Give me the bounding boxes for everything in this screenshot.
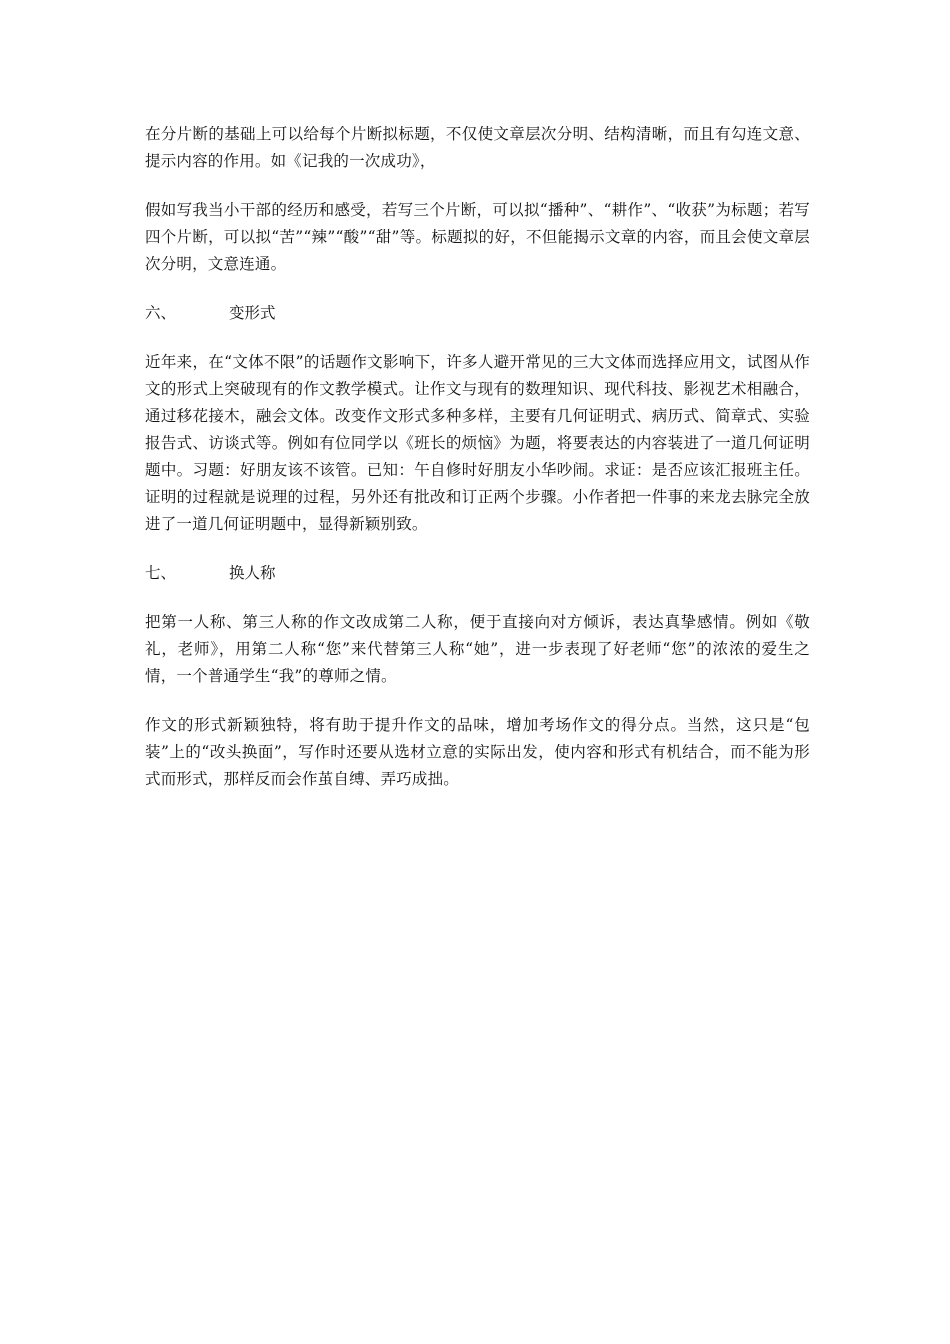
document-body xyxy=(145,121,810,815)
section-title: 换人称 xyxy=(229,564,276,582)
section-title: 变形式 xyxy=(229,304,276,322)
paragraph-subtitles-example: 假如写我当小干部的经历和感受，若写三个片断，可以拟“播种”、“耕作”、“收获”为标题；若写四个片断，可以拟“苦”“辣”“酸”“甜”等。标题拟的好，不但能揭示文章的内容，而且会使文章层次分明，文意连通。 xyxy=(145,201,810,273)
section-heading-7 xyxy=(145,560,810,587)
section-number: 六、 xyxy=(145,304,177,322)
paragraph-conclusion: 作文的形式新颖独特，将有助于提升作文的品味，增加考场作文的得分点。当然，这只是“包装”上的“改头换面”，写作时还要从选材立意的实际出发，使内容和形式有机结合，而不能为形式而形式，那样反而会作茧自缚、弄巧成拙。 xyxy=(145,716,810,788)
paragraph-change-form: 近年来，在“文体不限”的话题作文影响下，许多人避开常见的三大文体而选择应用文，试图从作文的形式上突破现有的作文教学模式。让作文与现有的数理知识、现代科技、影视艺术相融合，通过移花接木，融会文体。改变作文形式多种多样，主要有几何证明式、病历式、简章式、实验报告式、访谈式等。例如有位同学以《班长的烦恼》为题，将要表达的内容装进了一道几何证明题中。习题：好朋友该不该管。已知：午自修时好朋友小华吵闹。求证：是否应该汇报班主任。证明的过程就是说理的过程，另外还有批改和订正两个步骤。小作者把一件事的来龙去脉完全放进了一道几何证明题中，显得新颖别致。 xyxy=(145,353,810,533)
paragraph-change-person: 把第一人称、第三人称的作文改成第二人称，便于直接向对方倾诉，表达真挚感情。例如《敬礼，老师》，用第二人称“您”来代替第三人称“她”，进一步表现了好老师“您”的浓浓的爱生之情，一个普通学生“我”的尊师之情。 xyxy=(145,613,810,685)
paragraph-subtitles: 在分片断的基础上可以给每个片断拟标题，不仅使文章层次分明、结构清晰，而且有勾连文意、提示内容的作用。如《记我的一次成功》， xyxy=(145,125,810,170)
section-number: 七、 xyxy=(145,564,177,582)
section-heading-6 xyxy=(145,300,810,327)
